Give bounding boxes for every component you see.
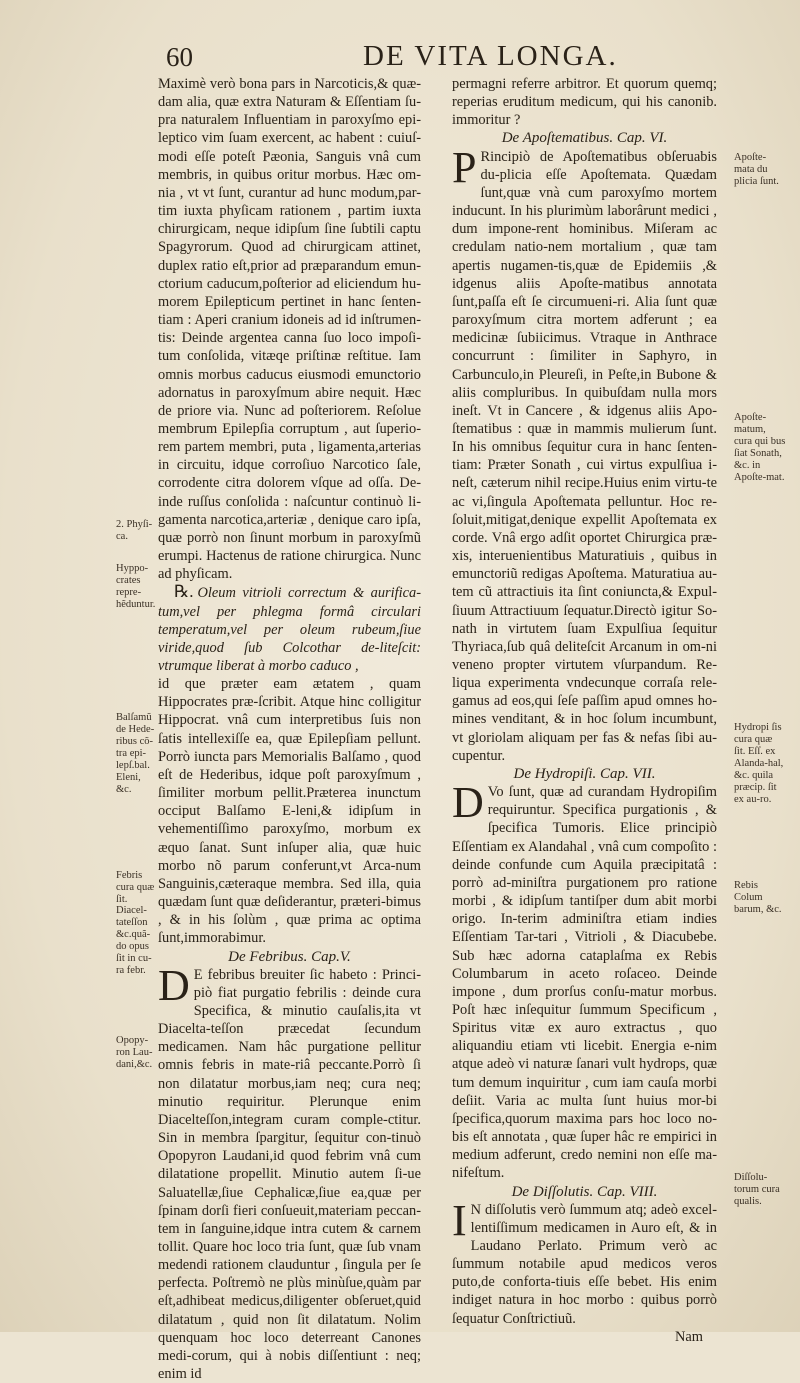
margin-note-hippocrates: Hyppo-crates repre-hẽduntur. — [116, 563, 156, 610]
section-heading-dissolutis: De Diſſolutis. Cap. VIII. — [511, 1183, 658, 1200]
catchword: Nam — [675, 1328, 703, 1345]
margin-note-balsamum: Balſamũ de Hede-ribus cõ-tra epi-lepſ.bal. Eleni, &c. — [116, 712, 155, 795]
margin-note-febris: Febris cura quæ ſit. — [116, 870, 155, 905]
left-column — [158, 75, 421, 1383]
margin-note-diacel: Diacel-tateſſon &c.quã-do opus ſit in cu-ra febr. — [116, 905, 152, 976]
margin-note-rebis: Rebis Colum barum, &c. — [734, 880, 782, 915]
paragraph-hydropisi: DVo ſunt, quæ ad curandam Hydropiſim requiruntur. Specifica purgationis , & ſpecifica Tumoris. Elice principiò Eſſentiam ex Alandahal , vnâ cum compoſito : deinde confunde cum Aquila præcipitatâ : porrò ad-miniſtra purgationem pro ratione morbi , & idipſum tantiſper dum abit morbi origo. In-terim adminiſtra etiam indies Eſſentiam Tar-tari , Vitrioli , & Diacubebe. Sub hæc adorna cataplaſma ex Rebis Columbarum in aceto roſaceo. Deinde impone , dum prorſus conſu-matur morbus. Poſt hæc inſequitur ſummum Specificum , Spiritus vitæ ex auro extractus , quo aliquandiu etiam vti licebit. Energia e-nim atque adeò vi naturæ ſanari vult hydrops, quæ tum demum inquiritur , cum iam cauſa morbi deſiit. Varia ac multa ſunt huius mor-bi ſpecifica,quorum maxima pars hoc loco no-bis eſt annotata , quæ ſuper hâc re empirici in medium adferunt, credo nemini non eſſe ma-nifeſtum. — [452, 778, 717, 1182]
section-heading-apostematibus: De Apoſtematibus. Cap. VI. — [501, 130, 668, 147]
recipe-text: Oleum vitrioli correctum & aurifica-tum,vel per phlegma formâ circulari temperatum,vel per oleum rubeum,ſiue viride,quod ſub Colcothar de-liteſcit: vtrumque liberat à morbo caduco , — [158, 585, 421, 674]
section-heading-febribus: De Febribus. Cap.V. — [228, 948, 351, 965]
running-title: DE VITA LONGA. — [363, 40, 618, 72]
margin-note-dissolutorum: Diſſolu-torum cura qualis. — [734, 1172, 780, 1207]
margin-note-opopyron: Opopy-ron Lau-dani,&c. — [116, 1035, 153, 1070]
paragraph-febribus: DE febribus breuiter ſic habeto : Princi-piò fiat purgatio febrilis : deinde cura Specifica, & minutio cauſalis,ita vt Diacelta-teſſon præcedat ſecundum medicamen. Nam hâc purgatione pellitur omnis febris in mate-riâ peccante.Porrò ſi non dilatatur morbus,iam neq; cura neq; minutio requiritur. Plerunque enim Diacelteſſon,integram curam comple-ctitur. Sin in membra ſpargitur, ſequitur con-tinuò Opopyron Laudani,id quod febrim vnâ cum dilatatione propellit. Minutio autem ſi-ue Saluatellæ,ſiue Cephalicæ,ſiue ea,quæ per ſpinam dorſi fieri conſueuit,materiam peccan-tem in ſanguine,idque intra cutem & carnem tollit. Quare hoc loco tria ſunt, quæ ſub vnam medendi rationem clauduntur , ſingula per ſe perfecta. Poſtremò ne plùs minùſue,quàm par eſt,adhibeat medicus,diligenter obſeruet,quid dilatatum , quid non ſit dilatatum. Nolim quenquam hoc loco deterreant Canones medi-corum, qui à nobis diſſentiunt : neq; enim id — [158, 960, 421, 1383]
margin-note-hydropisis: Hydropi ſis cura quæ ſit. Eſſ. ex Alanda-hal, &c. quila præcip. ſit ex au-ro. — [734, 722, 784, 805]
margin-note-physica: 2. Phyſi-ca. — [116, 519, 153, 542]
paragraph-narcotics: Maximè verò bona pars in Narcoticis,& quæ-dam alia, quæ extra Naturam & Eſſentiam ſu-pra naturalem Influentiam in paroxyſmo epi-leptico vim ſuam exercent, ac habent : cuiuſ-modi eſſe poteſt Pæonia, Sanguis vnâ cum membris, in quibus oritur morbus. Hæc om-nia , vt vt ſunt, curantur ad hunc modum,par-tim iuxta phyſicam rationem , partim iuxta chirurgicam, neque idipſum ſine ſubtili captu Spagyrorum. Quod ad chirurgicam attinet, duplex ratio eſt,prior ad præparandum emun-ctorium caducum,poſterior ad eliciendum hu-morem Epilepticum pertinet in hanc ſenten-tiam : Aperi cranium idoneis ad id inſtrumen-tis: Deinde argentea canna ſuo loco impoſi-tum conſolida, vitæqe priſtinæ reſtitue. Iam omnis morbus caducus eiusmodi emunctorio adornatus in paroxyſmum abire nequit. Hæc de priore via. Nunc ad poſteriorem. Reſolue membrum Epilepſia corruptum , aut ſuperio-rem partem membri, puta , ligamenta,arterias in circuitu, idque corroſiuo Narcotico ſale, corrodente citra dolorem vſque ad oſſa. De-inde ruſſus conſolida : naſcuntur continuò li-gamenta narcotica,arteriæ , denique caro ipſa, quæ porrò non ſinunt morbum in paroxyſmũ erumpi. Hactenus de ratione chirurgica. Nunc ad phyſicam. — [158, 76, 421, 583]
page-header — [166, 42, 726, 72]
paragraph-apostematibus: PRincipiò de Apoſtematibus obſeruabis du-plicia eſſe Apoſtemata. Quædam ſunt,quæ vnà cum paroxyſmo mortem inducunt. In his plurimùm laborârunt medici , dum impone-rent hominibus. Miſeram ac credulam natio-nem mortalium , quæ tam apertis nugamen-tis,quæ de Epidemiis ,& idgenus aliis Apoſte-matibus annotata ſunt,paſſa eſt ſe circumueni-ri. Alia ſunt quæ paroxyſmum citra mortem adferunt ; ea medicinæ ſubiicimus. Vtraque in Anthrace concurrunt : ſimiliter in Saphyro, in Carbunculo,in Pleureſi, in Peſte,in Bubone & aliis compluribus. In quibuſdam nulla mors ineſt. Vt in Cancere , & idgenus aliis Apo-ſtematibus : quæ in mammis mulierum ſunt. In his omnibus ſequitur cura in hanc ſenten-tiam: Præter Sonath , cui virtus expulſiua i-neſt, cæterum nihil recipe.Huius enim virtu-te ac vi,ſingula Apoſtemata pelluntur. Hoc re-ſoluit,mitigat,denique expellit Apoſtemata ex corde. Vnâ ergo adſit oportet Chirurgica præ-xis, interuenientibus Maturatiuis , quibus in emunctoriũ redigas Apoſtema. Maturatiua au-tem cũ attractiuis ita ſint coniuncta,& Expul-ſiuum Attractiuum ſequatur.Directò igitur So-nath in virtutem ſuam Expulſiua ſequitur Thyriaca,ſub quâ deliteſcit Arcanum in om-ni veneno propter virtutem vſurpandum. Re-liqua experimenta vndecunque corraſa rele-gamus ad eos,qui ſeſe paſſim apud omnes ho-mines venditant, & in hoc ſolum incumbunt, vt gloriolam aliquam per fas & nefas ſibi au-cupentur. — [452, 142, 717, 764]
recipe-oleum-vitrioli — [158, 583, 421, 675]
paragraph-hippocrates: id que præter eam ætatem , quam Hippocrates præ-ſcribit. Atque hinc colligitur Hippocrat. vnâ cum interpretibus ſuis non ſatis intellexiſſe ea, quæ Epilepſiam pellunt. Porrò iuncta pars Memorialis Balſamo , quod eſt de Hederibus, idque poſt paroxyſmum , ſimiliter morbum pellit.Præterea inunctum occiput Balſamo E-leni,& idipſum in vehementiſſimo paroxyſmo, morbum ex æquo ſanat. Sunt inſuper alia, quæ huic morbo nõ parum conferunt,vt Arca-num Sanguinis,cæteraque membra. Sed illa, quia quædam ſunt quæ deſiderantur, præteri-bimus , & in his ſolùm , quæ prima ac optima ſunt,immorabimur. — [158, 676, 421, 947]
section-heading-hydropisi: De Hydropiſi. Cap. VII. — [513, 765, 656, 782]
margin-note-apostemata: Apoſte-mata du plicia ſunt. — [734, 152, 779, 187]
recipe-symbol: ℞. — [174, 582, 194, 602]
paragraph-continuation: permagni referre arbitror. Et quorum quemq; reperias eruditum medicum, qui his canonib. immoritur ? — [452, 76, 717, 129]
right-column — [452, 75, 717, 1346]
margin-note-apostematum: Apoſte-matum, cura qui bus ſiat Sonath, &c. in Apoſte-mat. — [734, 412, 786, 483]
page-number: 60 — [166, 42, 193, 72]
paragraph-dissolutis: IN diſſolutis verò ſummum atq; adeò excel-lentiſſimum medicamen in Auro eſt, & in Laudano Perlato. Primum verò ac ſummum notabile apud medicos veros puto,de conforta-tiuis eſſe bebet. His enim indiget natura in hoc morbo : quibus porrò ſequatur Conſtrictiuũ. — [452, 1195, 717, 1327]
